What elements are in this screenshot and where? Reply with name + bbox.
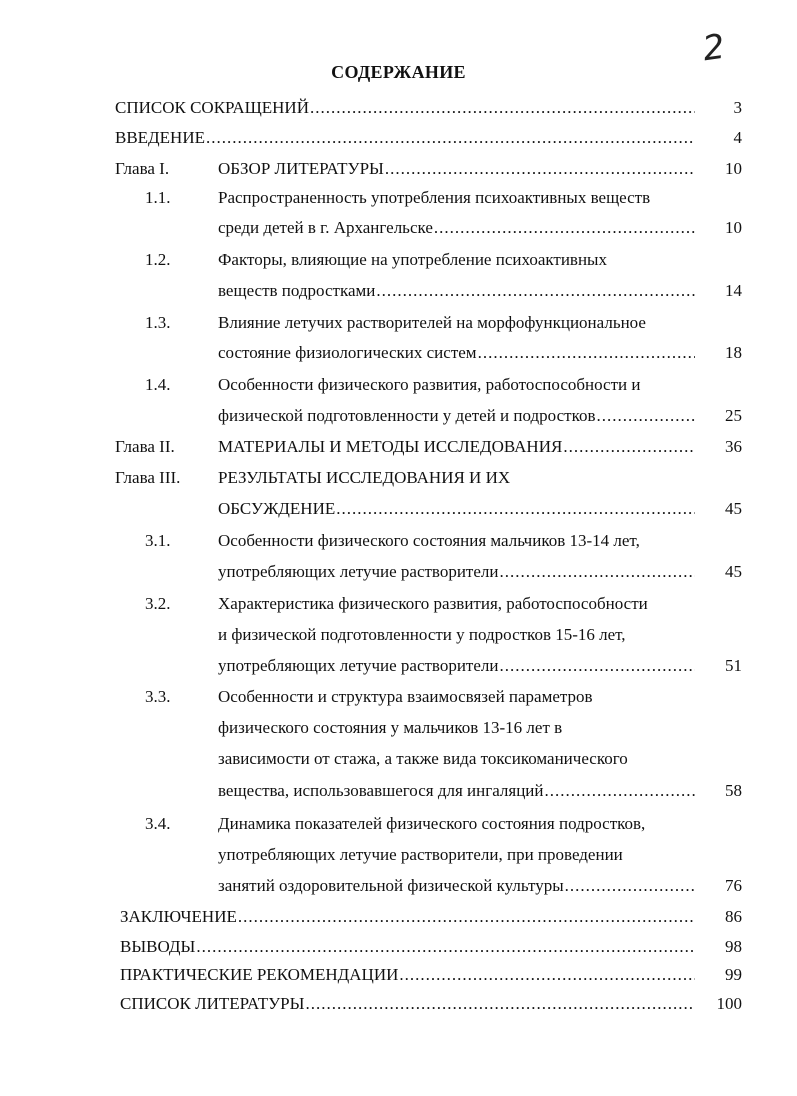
- toc-entry-recommendations: [120, 964, 697, 986]
- toc-section-label: 3.4.: [145, 814, 171, 833]
- leader-dots: [597, 405, 696, 427]
- leader-dots: [499, 561, 695, 583]
- leader-dots: [544, 780, 695, 802]
- toc-section-label: 1.1.: [145, 188, 171, 207]
- toc-entry-text: Распространенность употребления психоактивных веществ: [218, 188, 651, 207]
- toc-entry-text: среди детей в г. Архангельске: [218, 218, 433, 237]
- toc-entry-findings: [120, 936, 697, 958]
- leader-dots: [376, 280, 695, 302]
- toc-entry-text: вещества, использовавшегося для ингаляций: [218, 781, 544, 800]
- leader-dots: [206, 127, 695, 149]
- toc-page-number: 100: [716, 994, 742, 1013]
- toc-section-label: 1.4.: [145, 375, 171, 394]
- leader-dots: [310, 97, 695, 119]
- toc-entry-section-1-4: [218, 405, 697, 427]
- toc-entry-introduction: [115, 127, 697, 149]
- leader-dots: [499, 655, 695, 677]
- toc-entry-section-1-1: [218, 217, 697, 239]
- handwritten-page-number: 2: [700, 26, 728, 70]
- toc-entry-chapter-1: [218, 158, 697, 180]
- toc-page-number: 10: [725, 218, 742, 237]
- toc-page-number: 25: [725, 406, 742, 425]
- leader-dots: [565, 875, 695, 897]
- toc-entry-text: РЕЗУЛЬТАТЫ ИССЛЕДОВАНИЯ И ИХ: [218, 468, 511, 487]
- leader-dots: [385, 158, 695, 180]
- toc-page-number: 86: [725, 907, 742, 926]
- toc-entry-text: Динамика показателей физического состояния подростков,: [218, 814, 646, 833]
- toc-entry-text: физической подготовленности у детей и подростков: [218, 406, 596, 425]
- toc-entry-text: физического состояния у мальчиков 13-16 лет в: [218, 718, 563, 737]
- toc-entry-abbreviations: [115, 97, 697, 119]
- toc-entry-text: зависимости от стажа, а также вида токсикоманического: [218, 749, 628, 768]
- toc-page-number: 18: [725, 343, 742, 362]
- toc-entry-text: Характеристика физического развития, работоспособности: [218, 594, 648, 613]
- toc-entry-text: веществ подростками: [218, 281, 376, 300]
- leader-dots: [563, 436, 695, 458]
- toc-chapter-label: Глава I.: [115, 159, 170, 178]
- toc-entry-section-3-1: [218, 561, 697, 583]
- toc-entry-text: Особенности и структура взаимосвязей параметров: [218, 687, 593, 706]
- toc-entry-text: употребляющих летучие растворители: [218, 656, 499, 675]
- toc-page-number: 45: [725, 562, 742, 581]
- toc-entry-text: Особенности физического состояния мальчиков 13-14 лет,: [218, 531, 640, 550]
- toc-page-number: 98: [725, 937, 742, 956]
- toc-entry-text: СПИСОК СОКРАЩЕНИЙ: [115, 98, 309, 117]
- toc-page-number: 99: [725, 965, 742, 984]
- toc-entry-section-1-3: [218, 342, 697, 364]
- toc-page-number: 4: [733, 128, 742, 147]
- toc-section-label: 3.2.: [145, 594, 171, 613]
- toc-entry-text: ОБЗОР ЛИТЕРАТУРЫ: [218, 159, 384, 178]
- toc-entry-text: ЗАКЛЮЧЕНИЕ: [120, 907, 237, 926]
- toc-entry-bibliography: [120, 993, 697, 1015]
- toc-page-number: 76: [725, 876, 742, 895]
- toc-entry-text: ВЫВОДЫ: [120, 937, 196, 956]
- toc-page-number: 36: [725, 437, 742, 456]
- toc-entry-text: занятий оздоровительной физической культуры: [218, 876, 564, 895]
- toc-entry-section-3-2: [218, 655, 697, 677]
- toc-page-number: 3: [733, 98, 742, 117]
- toc-page-number: 51: [725, 656, 742, 675]
- page-title: СОДЕРЖАНИЕ: [331, 62, 466, 82]
- toc-entry-text: Особенности физического развития, работоспособности и: [218, 375, 641, 394]
- toc-chapter-label: Глава III.: [115, 468, 181, 487]
- toc-section-label: 3.3.: [145, 687, 171, 706]
- toc-chapter-label: Глава II.: [115, 437, 175, 456]
- leader-dots: [478, 342, 695, 364]
- toc-entry-text: состояние физиологических систем: [218, 343, 477, 362]
- toc-page-number: 45: [725, 499, 742, 518]
- toc-section-label: 1.2.: [145, 250, 171, 269]
- leader-dots: [196, 936, 695, 958]
- toc-page-number: 10: [725, 159, 742, 178]
- toc-entry-text: и физической подготовленности у подростков 15-16 лет,: [218, 625, 626, 644]
- toc-entry-text: употребляющих летучие растворители: [218, 562, 499, 581]
- leader-dots: [238, 906, 695, 928]
- toc-entry-text: ВВЕДЕНИЕ: [115, 128, 205, 147]
- toc-entry-text: Факторы, влияющие на употребление психоактивных: [218, 250, 607, 269]
- toc-entry-text: Влияние летучих растворителей на морфофункциональное: [218, 313, 646, 332]
- toc-entry-chapter-2: [218, 436, 697, 458]
- toc-page-number: 58: [725, 781, 742, 800]
- toc-section-label: 3.1.: [145, 531, 171, 550]
- leader-dots: [434, 217, 695, 239]
- toc-entry-text: ПРАКТИЧЕСКИЕ РЕКОМЕНДАЦИИ: [120, 965, 399, 984]
- toc-page-number: 14: [725, 281, 742, 300]
- toc-entry-text: употребляющих летучие растворители, при проведении: [218, 845, 623, 864]
- leader-dots: [305, 993, 695, 1015]
- leader-dots: [399, 964, 695, 986]
- toc-entry-section-3-3: [218, 780, 697, 802]
- toc-entry-text: СПИСОК ЛИТЕРАТУРЫ: [120, 994, 305, 1013]
- toc-entry-text: МАТЕРИАЛЫ И МЕТОДЫ ИССЛЕДОВАНИЯ: [218, 437, 563, 456]
- toc-entry-section-3-4: [218, 875, 697, 897]
- toc-entry-conclusion: [120, 906, 697, 928]
- toc-section-label: 1.3.: [145, 313, 171, 332]
- leader-dots: [336, 498, 695, 520]
- toc-entry-text: ОБСУЖДЕНИЕ: [218, 499, 336, 518]
- toc-entry-chapter-3: [218, 498, 697, 520]
- toc-entry-section-1-2: [218, 280, 697, 302]
